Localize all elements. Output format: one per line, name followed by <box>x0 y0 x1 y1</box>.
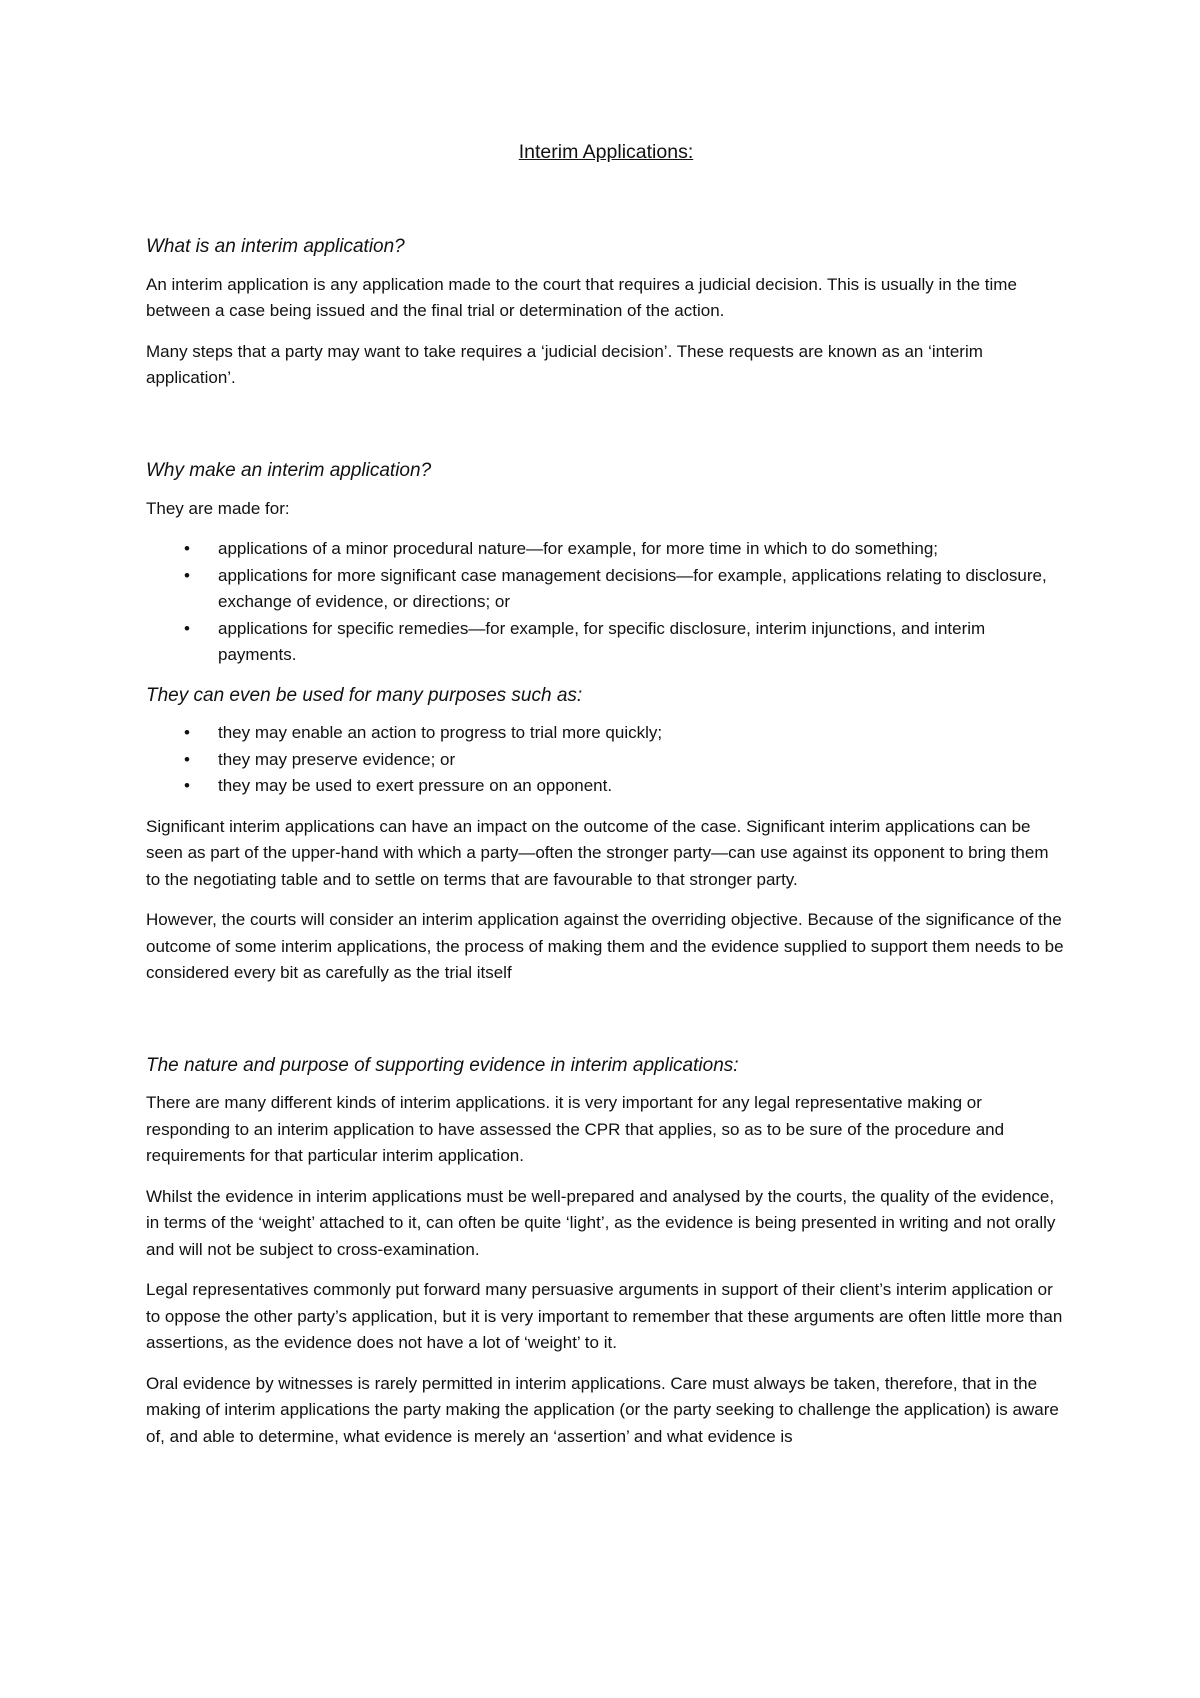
list-item <box>146 616 1066 669</box>
list-item <box>146 747 1066 774</box>
list-item-text: they may be used to exert pressure on an opponent. <box>218 776 613 796</box>
spacer <box>146 406 1066 458</box>
bullet-icon: • <box>184 749 190 769</box>
section-heading-what-is: What is an interim application? <box>146 236 405 258</box>
bullet-icon: • <box>184 723 190 743</box>
list-item-text: applications for specific remedies—for example, for specific disclosure, interim injunctions, and interim payments. <box>218 618 986 665</box>
list-item <box>146 720 1066 747</box>
paragraph: An interim application is any application made to the court that requires a judicial decision. This is usually in the time between a case being issued and the final trial or determination of the action. <box>146 274 1017 321</box>
list-item-text: applications for more significant case management decisions—for example, applications relating to disclosure, exchange of evidence, or directions; or <box>218 565 1047 612</box>
paragraph-intro: They are made for: <box>146 498 290 518</box>
list-item-text: they may enable an action to progress to trial more quickly; <box>218 723 663 743</box>
list-item <box>146 773 1066 800</box>
section-heading-why-make: Why make an interim application? <box>146 459 432 481</box>
paragraph: Whilst the evidence in interim applications must be well-prepared and analysed by the courts, the quality of the evidence, in terms of the ‘weight’ attached to it, can often be quite ‘light’, as the evidence is being presented in writing and not orally and will not be subject to cross-examination. <box>146 1186 1056 1259</box>
list-item <box>146 536 1066 563</box>
spacer <box>146 1001 1066 1053</box>
list-item-text: they may preserve evidence; or <box>218 749 456 769</box>
document-title: Interim Applications: <box>518 141 694 163</box>
bullet-icon: • <box>184 539 190 559</box>
bullet-icon: • <box>184 565 190 585</box>
bullet-list-purposes <box>146 720 1066 800</box>
document-body <box>146 140 1066 1464</box>
paragraph: Oral evidence by witnesses is rarely permitted in interim applications. Care must always be taken, therefore, that in the making of interim applications the party making the application (or the party seeking to challenge the application) is aware of, and able to determine, what evidence is merely an ‘assertion’ and what evidence is <box>146 1373 1059 1446</box>
section-heading-supporting-evidence: The nature and purpose of supporting evidence in interim applications: <box>146 1054 739 1076</box>
paragraph: Many steps that a party may want to take requires a ‘judicial decision’. These requests are known as an ‘interim application’. <box>146 341 983 388</box>
paragraph: There are many different kinds of interim applications. it is very important for any legal representative making or responding to an interim application to have assessed the CPR that applies, so as to be sure of the procedure and requirements for that particular interim application. <box>146 1093 1005 1166</box>
paragraph: Legal representatives commonly put forward many persuasive arguments in support of their client’s interim application or to oppose the other party’s application, but it is very important to remember that these arguments are often little more than assertions, as the evidence does not have a lot of ‘weight’ to it. <box>146 1280 1063 1353</box>
list-item-text: applications of a minor procedural nature—for example, for more time in which to do something; <box>218 539 939 559</box>
bullet-icon: • <box>184 618 190 638</box>
list-item <box>146 563 1066 616</box>
paragraph: Significant interim applications can have an impact on the outcome of the case. Significant interim applications can be seen as part of the upper-hand with which a party—often the stronger party—can use against its opponent to bring them to the negotiating table and to settle on terms that are favourable to that stronger party. <box>146 816 1049 889</box>
paragraph: However, the courts will consider an interim application against the overriding objective. Because of the significance of the outcome of some interim applications, the process of making them and the evidence supplied to support them needs to be considered every bit as carefully as the trial itself <box>146 910 1064 983</box>
bullet-icon: • <box>184 776 190 796</box>
subheading-purposes: They can even be used for many purposes such as: <box>146 684 583 706</box>
bullet-list-made-for <box>146 536 1066 669</box>
